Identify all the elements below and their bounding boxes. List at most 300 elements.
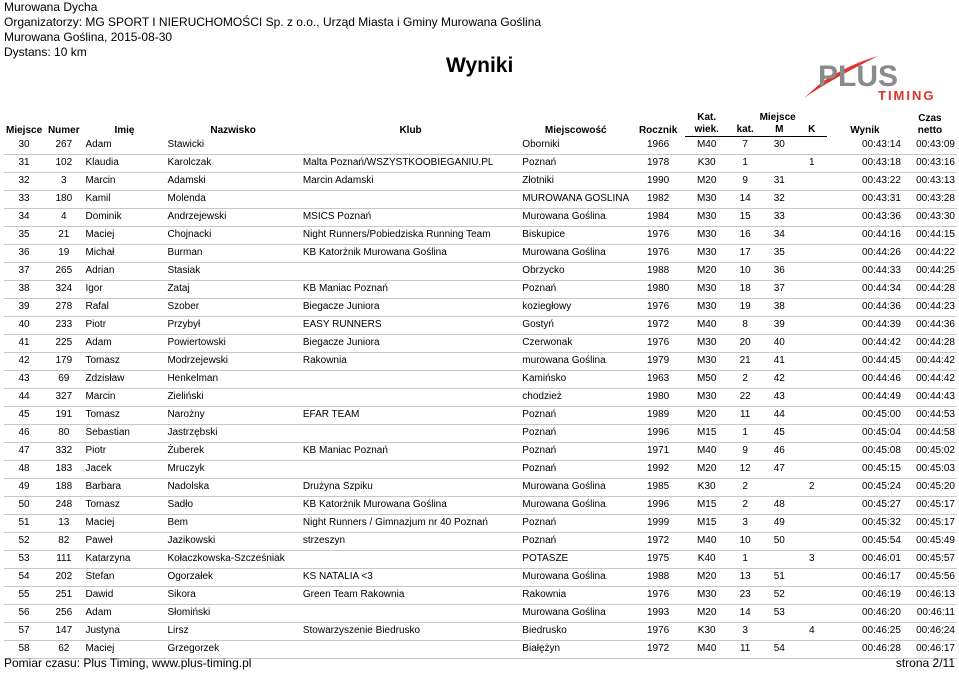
table-row — [4, 227, 957, 245]
table-cell — [796, 407, 826, 425]
table-cell: Barbara — [83, 479, 165, 497]
col-rocznik: Rocznik — [638, 124, 678, 136]
table-cell: EASY RUNNERS — [301, 317, 520, 335]
table-cell: 30 — [4, 137, 44, 155]
table-cell — [762, 479, 796, 497]
table-cell — [301, 371, 520, 389]
table-cell: 39 — [762, 317, 796, 335]
table-cell: Poznań — [520, 281, 631, 299]
table-cell: 00:44:16 — [827, 227, 903, 245]
table-cell: M20 — [685, 173, 728, 191]
table-cell — [796, 335, 826, 353]
table-cell: KB Maniac Poznań — [301, 281, 520, 299]
table-cell: Maciej — [83, 227, 165, 245]
table-cell: Białężyn — [520, 641, 631, 659]
col-kat-wiek-2: wiek. — [685, 124, 728, 137]
col-kat: kat. — [728, 124, 762, 137]
table-cell: 47 — [762, 461, 796, 479]
table-cell: 00:46:13 — [903, 587, 957, 605]
table-cell: 35 — [4, 227, 44, 245]
table-cell: Zdzisław — [83, 371, 165, 389]
table-cell: 00:45:24 — [827, 479, 903, 497]
table-cell: 2 — [728, 371, 762, 389]
table-cell: 43 — [762, 389, 796, 407]
table-cell: 51 — [762, 569, 796, 587]
table-cell: 31 — [762, 173, 796, 191]
table-cell: 00:45:27 — [827, 497, 903, 515]
table-cell: Murowana Goślina — [520, 497, 631, 515]
table-cell: KB Katorżnik Murowana Goślina — [301, 245, 520, 263]
table-cell: M40 — [685, 443, 728, 461]
table-cell: 53 — [762, 605, 796, 623]
table-cell: chodzież — [520, 389, 631, 407]
table-cell: Żuberek — [165, 443, 300, 461]
table-cell: M30 — [685, 587, 728, 605]
table-cell: Zataj — [165, 281, 300, 299]
table-cell: 183 — [44, 461, 83, 479]
table-cell: 00:43:13 — [903, 173, 957, 191]
table-cell: K40 — [685, 551, 728, 569]
table-cell: M20 — [685, 407, 728, 425]
table-cell: 1976 — [631, 227, 685, 245]
table-cell — [796, 281, 826, 299]
table-cell: 00:46:19 — [827, 587, 903, 605]
table-cell: POTASZE — [520, 551, 631, 569]
table-cell: Chojnacki — [165, 227, 300, 245]
table-cell: 2 — [728, 479, 762, 497]
table-cell — [796, 425, 826, 443]
table-cell: 1972 — [631, 641, 685, 659]
table-cell: 33 — [762, 209, 796, 227]
table-cell: 37 — [762, 281, 796, 299]
table-cell: 1982 — [631, 191, 685, 209]
table-cell: 41 — [4, 335, 44, 353]
table-cell — [796, 137, 826, 155]
col-czas-netto: Czas netto — [917, 112, 943, 136]
table-cell: 44 — [4, 389, 44, 407]
table-cell: 180 — [44, 191, 83, 209]
table-cell: 47 — [4, 443, 44, 461]
table-cell: 00:43:36 — [827, 209, 903, 227]
table-cell — [796, 299, 826, 317]
table-cell: Michał — [83, 245, 165, 263]
svg-text:PLUS: PLUS — [818, 60, 899, 93]
table-cell: Drużyna Szpiku — [301, 479, 520, 497]
table-cell: 4 — [44, 209, 83, 227]
table-cell: 00:44:36 — [827, 299, 903, 317]
table-cell: 1980 — [631, 389, 685, 407]
table-cell: 54 — [762, 641, 796, 659]
table-row — [4, 623, 957, 641]
table-cell: M20 — [685, 263, 728, 281]
table-cell: 00:45:17 — [903, 515, 957, 533]
table-cell: 1999 — [631, 515, 685, 533]
table-cell: Poznań — [520, 443, 631, 461]
table-cell — [796, 605, 826, 623]
table-cell: 7 — [728, 137, 762, 155]
table-row — [4, 605, 957, 623]
table-cell: M15 — [685, 425, 728, 443]
table-cell: K30 — [685, 479, 728, 497]
table-cell: Grzegorzek — [165, 641, 300, 659]
table-cell: 32 — [762, 191, 796, 209]
table-cell: 1990 — [631, 173, 685, 191]
table-cell — [796, 245, 826, 263]
table-cell: Adam — [83, 137, 165, 155]
table-cell: 00:46:17 — [903, 641, 957, 659]
table-cell: 00:45:00 — [827, 407, 903, 425]
table-cell: Green Team Rakownia — [301, 587, 520, 605]
table-cell: 1 — [728, 155, 762, 173]
event-place-date: Murowana Goślina, 2015-08-30 — [4, 30, 173, 44]
table-cell: Igor — [83, 281, 165, 299]
col-nazwisko: Nazwisko — [210, 124, 256, 136]
table-cell: 33 — [4, 191, 44, 209]
table-row — [4, 389, 957, 407]
table-cell: Stawicki — [165, 137, 300, 155]
table-cell: Marcin — [83, 173, 165, 191]
table-cell: 19 — [728, 299, 762, 317]
table-cell: Biegacze Juniora — [301, 335, 520, 353]
table-cell — [301, 641, 520, 659]
table-cell: Złotniki — [520, 173, 631, 191]
table-cell: Murowana Goślina — [520, 569, 631, 587]
table-cell: 1988 — [631, 569, 685, 587]
table-cell: Nadolska — [165, 479, 300, 497]
table-row — [4, 479, 957, 497]
table-cell: Biedrusko — [520, 623, 631, 641]
col-numer: Numer — [47, 124, 80, 136]
table-row — [4, 173, 957, 191]
table-cell: 22 — [728, 389, 762, 407]
table-cell: Modrzejewski — [165, 353, 300, 371]
table-row — [4, 497, 957, 515]
table-cell: 1 — [728, 551, 762, 569]
table-cell: M30 — [685, 299, 728, 317]
table-cell: Piotr — [83, 317, 165, 335]
table-cell: 69 — [44, 371, 83, 389]
table-cell: M20 — [685, 605, 728, 623]
table-cell — [796, 191, 826, 209]
table-cell: 233 — [44, 317, 83, 335]
table-cell: Dawid — [83, 587, 165, 605]
table-cell: 00:45:03 — [903, 461, 957, 479]
table-cell: 1976 — [631, 335, 685, 353]
table-cell: 00:43:14 — [827, 137, 903, 155]
table-cell: 00:45:15 — [827, 461, 903, 479]
table-cell: 49 — [762, 515, 796, 533]
table-cell: Oborniki — [520, 137, 631, 155]
table-cell: Gostyń — [520, 317, 631, 335]
distance: Dystans: 10 km — [4, 45, 87, 59]
table-cell: 52 — [4, 533, 44, 551]
table-cell: 00:46:01 — [827, 551, 903, 569]
table-cell — [301, 605, 520, 623]
table-cell: 225 — [44, 335, 83, 353]
table-cell: KB Katorżnik Murowana Goślina — [301, 497, 520, 515]
table-row — [4, 443, 957, 461]
table-cell: 46 — [762, 443, 796, 461]
table-cell: Piotr — [83, 443, 165, 461]
table-cell: Marcin — [83, 389, 165, 407]
table-cell: Kamińsko — [520, 371, 631, 389]
table-cell: M30 — [685, 335, 728, 353]
table-cell: Murowana Goślina — [520, 479, 631, 497]
table-cell: 1972 — [631, 533, 685, 551]
table-cell: 8 — [728, 317, 762, 335]
table-cell: 265 — [44, 263, 83, 281]
table-cell: 50 — [4, 497, 44, 515]
table-cell: Czerwonak — [520, 335, 631, 353]
table-row — [4, 569, 957, 587]
table-cell: Henkelman — [165, 371, 300, 389]
table-cell: Mruczyk — [165, 461, 300, 479]
table-cell — [796, 443, 826, 461]
table-cell: 00:43:30 — [903, 209, 957, 227]
table-cell: Słomiński — [165, 605, 300, 623]
table-cell: murowana Goślina — [520, 353, 631, 371]
table-cell: Biskupice — [520, 227, 631, 245]
table-cell: M30 — [685, 353, 728, 371]
table-cell: M30 — [685, 389, 728, 407]
table-cell: M40 — [685, 641, 728, 659]
table-cell: 11 — [728, 641, 762, 659]
table-cell: 13 — [728, 569, 762, 587]
table-row — [4, 299, 957, 317]
col-miejscowosc: Miejscowość — [544, 124, 607, 136]
table-cell: 42 — [762, 371, 796, 389]
table-row — [4, 191, 957, 209]
table-cell: Murowana Goślina — [520, 209, 631, 227]
table-cell — [301, 191, 520, 209]
table-cell: Jastrzębski — [165, 425, 300, 443]
document-header — [4, 0, 541, 60]
table-cell: 111 — [44, 551, 83, 569]
table-cell: 19 — [44, 245, 83, 263]
table-cell: 00:46:28 — [827, 641, 903, 659]
table-cell: 00:43:18 — [827, 155, 903, 173]
table-cell: 00:44:53 — [903, 407, 957, 425]
table-cell: 38 — [4, 281, 44, 299]
table-cell: 00:45:04 — [827, 425, 903, 443]
table-cell: Adrian — [83, 263, 165, 281]
table-row — [4, 407, 957, 425]
table-cell: 1 — [728, 425, 762, 443]
table-cell: M40 — [685, 533, 728, 551]
table-cell: M20 — [685, 569, 728, 587]
table-cell: Burman — [165, 245, 300, 263]
table-cell: Powiertowski — [165, 335, 300, 353]
table-cell: 00:45:02 — [903, 443, 957, 461]
table-cell: 00:45:54 — [827, 533, 903, 551]
table-cell: 00:43:22 — [827, 173, 903, 191]
table-cell: 1988 — [631, 263, 685, 281]
table-cell: KS NATALIA <3 — [301, 569, 520, 587]
table-cell: Poznań — [520, 425, 631, 443]
table-cell: 00:45:17 — [903, 497, 957, 515]
table-cell: 43 — [4, 371, 44, 389]
table-cell: Lirsz — [165, 623, 300, 641]
table-cell: 41 — [762, 353, 796, 371]
table-cell: Adam — [83, 335, 165, 353]
table-cell: 9 — [728, 173, 762, 191]
table-cell: 00:46:17 — [827, 569, 903, 587]
table-cell: 2 — [728, 497, 762, 515]
table-cell: Narożny — [165, 407, 300, 425]
table-cell: Malta Poznań/WSZYSTKOOBIEGANIU.PL — [301, 155, 520, 173]
table-cell — [796, 641, 826, 659]
table-cell — [796, 263, 826, 281]
table-cell: 00:44:45 — [827, 353, 903, 371]
table-cell: 54 — [4, 569, 44, 587]
table-cell: 00:44:22 — [903, 245, 957, 263]
table-cell: 00:43:16 — [903, 155, 957, 173]
table-cell: Dominik — [83, 209, 165, 227]
table-cell: Stasiak — [165, 263, 300, 281]
table-cell: 1972 — [631, 317, 685, 335]
table-cell: 00:43:31 — [827, 191, 903, 209]
table-cell: 37 — [4, 263, 44, 281]
table-cell: Tomasz — [83, 353, 165, 371]
table-cell: 34 — [4, 209, 44, 227]
table-cell: 00:44:26 — [827, 245, 903, 263]
col-k: K — [796, 124, 826, 137]
table-cell: 147 — [44, 623, 83, 641]
table-cell: 32 — [4, 173, 44, 191]
table-cell: Adam — [83, 605, 165, 623]
table-cell: Zieliński — [165, 389, 300, 407]
table-cell: 179 — [44, 353, 83, 371]
table-cell: Poznań — [520, 533, 631, 551]
table-cell: 1992 — [631, 461, 685, 479]
table-cell: 00:44:34 — [827, 281, 903, 299]
table-cell: 3 — [728, 623, 762, 641]
table-cell: 1979 — [631, 353, 685, 371]
table-cell: M40 — [685, 137, 728, 155]
table-cell: 332 — [44, 443, 83, 461]
table-cell — [762, 623, 796, 641]
table-cell — [301, 263, 520, 281]
results-table — [4, 104, 957, 659]
col-klub: Klub — [399, 124, 422, 136]
table-row — [4, 425, 957, 443]
table-cell: 00:45:56 — [903, 569, 957, 587]
table-cell: 48 — [762, 497, 796, 515]
table-cell: 00:44:58 — [903, 425, 957, 443]
table-cell: 80 — [44, 425, 83, 443]
table-cell: 36 — [762, 263, 796, 281]
table-cell: 327 — [44, 389, 83, 407]
table-cell: 00:44:42 — [903, 371, 957, 389]
table-cell: 30 — [762, 137, 796, 155]
table-cell: M30 — [685, 245, 728, 263]
table-cell: 17 — [728, 245, 762, 263]
table-cell: 267 — [44, 137, 83, 155]
table-cell: 00:44:36 — [903, 317, 957, 335]
plus-timing-logo — [800, 50, 956, 104]
table-cell: Rakownia — [520, 587, 631, 605]
table-cell: 00:44:42 — [903, 353, 957, 371]
table-cell: M30 — [685, 281, 728, 299]
table-cell: 51 — [4, 515, 44, 533]
table-row — [4, 551, 957, 569]
table-cell: K30 — [685, 155, 728, 173]
table-cell: Klaudia — [83, 155, 165, 173]
table-cell: Marcin Adamski — [301, 173, 520, 191]
table-cell: M30 — [685, 191, 728, 209]
table-cell: 1976 — [631, 299, 685, 317]
footer-page: strona 2/11 — [895, 656, 955, 670]
table-cell: EFAR TEAM — [301, 407, 520, 425]
table-row — [4, 137, 957, 155]
table-cell: 1984 — [631, 209, 685, 227]
table-cell: 3 — [728, 515, 762, 533]
col-m: M — [762, 124, 796, 137]
table-cell: 00:44:28 — [903, 335, 957, 353]
table-cell: 14 — [728, 605, 762, 623]
table-cell: Andrzejewski — [165, 209, 300, 227]
table-cell: 00:43:28 — [903, 191, 957, 209]
table-cell: 1 — [796, 155, 826, 173]
table-cell: 40 — [762, 335, 796, 353]
table-cell: strzeszyn — [301, 533, 520, 551]
table-cell: 12 — [728, 461, 762, 479]
table-cell: 21 — [728, 353, 762, 371]
table-cell: 14 — [728, 191, 762, 209]
table-cell: 21 — [44, 227, 83, 245]
table-cell: 40 — [4, 317, 44, 335]
table-cell: Biegacze Juniora — [301, 299, 520, 317]
table-cell: Bem — [165, 515, 300, 533]
table-cell: Katarzyna — [83, 551, 165, 569]
table-cell: M40 — [685, 317, 728, 335]
table-cell: 1993 — [631, 605, 685, 623]
table-cell: M20 — [685, 461, 728, 479]
table-cell: Sikora — [165, 587, 300, 605]
table-cell: 45 — [4, 407, 44, 425]
table-cell: Ogorzałek — [165, 569, 300, 587]
table-cell: Rafal — [83, 299, 165, 317]
table-cell: 49 — [4, 479, 44, 497]
table-cell: Justyna — [83, 623, 165, 641]
table-row — [4, 533, 957, 551]
table-cell: 00:44:43 — [903, 389, 957, 407]
table-cell: Molenda — [165, 191, 300, 209]
table-cell: Adamski — [165, 173, 300, 191]
table-cell: 1971 — [631, 443, 685, 461]
table-cell: 00:46:24 — [903, 623, 957, 641]
table-cell: M15 — [685, 497, 728, 515]
table-row — [4, 209, 957, 227]
table-cell: 1980 — [631, 281, 685, 299]
table-cell: Poznań — [520, 515, 631, 533]
table-cell: 42 — [4, 353, 44, 371]
table-cell: 1975 — [631, 551, 685, 569]
table-cell: 45 — [762, 425, 796, 443]
table-cell: 1966 — [631, 137, 685, 155]
table-cell: 00:44:15 — [903, 227, 957, 245]
svg-text:TIMING: TIMING — [878, 88, 936, 103]
table-cell: 1989 — [631, 407, 685, 425]
table-cell: 16 — [728, 227, 762, 245]
table-cell — [301, 425, 520, 443]
table-cell: 23 — [728, 587, 762, 605]
table-cell — [796, 533, 826, 551]
table-cell: 46 — [4, 425, 44, 443]
table-cell — [796, 461, 826, 479]
table-cell: 2 — [796, 479, 826, 497]
organizers: Organizatorzy: MG SPORT I NIERUCHOMOŚCI Sp. z o.o., Urząd Miasta i Gminy Murowana Goślina — [4, 15, 542, 29]
